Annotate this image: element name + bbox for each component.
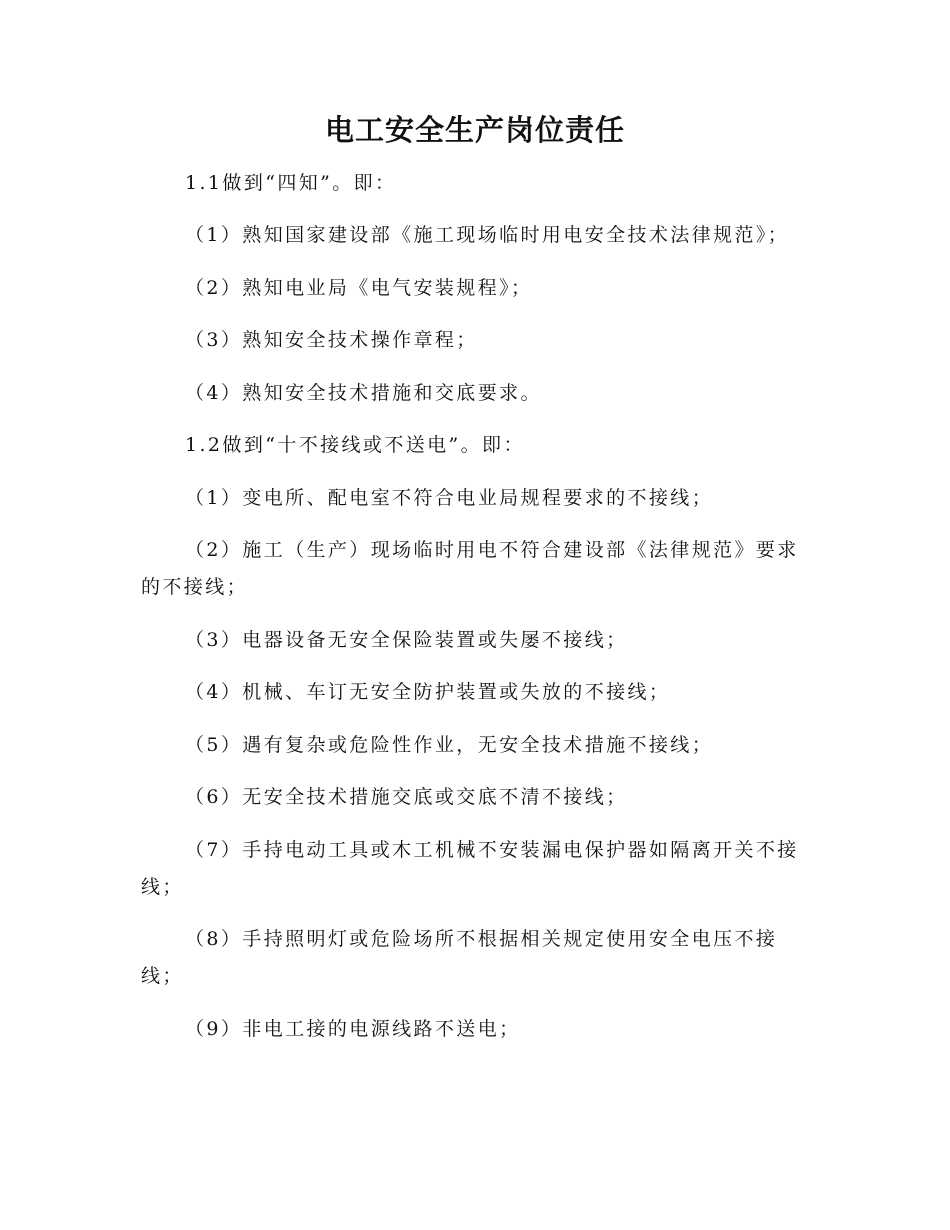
- paragraph-ten-no-6: （6）无安全技术措施交底或交底不清不接线；: [185, 786, 628, 808]
- paragraph-four-know-4: （4）熟知安全技术措施和交底要求。: [185, 382, 542, 404]
- paragraph-four-know-3: （3）熟知安全技术操作章程；: [185, 329, 478, 351]
- paragraph-1-1-intro: 1.1做到“四知”。即：: [185, 172, 397, 194]
- paragraph-four-know-2: （2）熟知电业局《电气安装规程》；: [185, 277, 533, 299]
- paragraph-ten-no-9: （9）非电工接的电源线路不送电；: [185, 1018, 521, 1040]
- document-title: 电工安全生产岗位责任: [324, 113, 625, 147]
- paragraph-ten-no-5: （5）遇有复杂或危险性作业，无安全技术措施不接线；: [185, 734, 714, 756]
- paragraph-ten-no-8: （8）手持照明灯或危险场所不根据相关规定使用安全电压不接线；: [141, 928, 778, 987]
- paragraph-four-know-1: （1）熟知国家建设部《施工现场临时用电安全技术法律规范》；: [185, 224, 790, 246]
- paragraph-ten-no-7: （7）手持电动工具或木工机械不安装漏电保护器如隔离开关不接线；: [141, 839, 799, 898]
- paragraph-ten-no-3: （3）电器设备无安全保险装置或失屡不接线；: [185, 629, 628, 651]
- paragraph-ten-no-4: （4）机械、车订无安全防护装置或失放的不接线；: [185, 681, 671, 703]
- paragraph-1-2-intro: 1.2做到“十不接线或不送电”。即：: [185, 434, 525, 456]
- paragraph-ten-no-2: （2）施工（生产）现场临时用电不符合建设部《法律规范》要求的不接线；: [141, 539, 799, 598]
- paragraph-ten-no-1: （1）变电所、配电室不符合电业局规程要求的不接线；: [185, 487, 714, 509]
